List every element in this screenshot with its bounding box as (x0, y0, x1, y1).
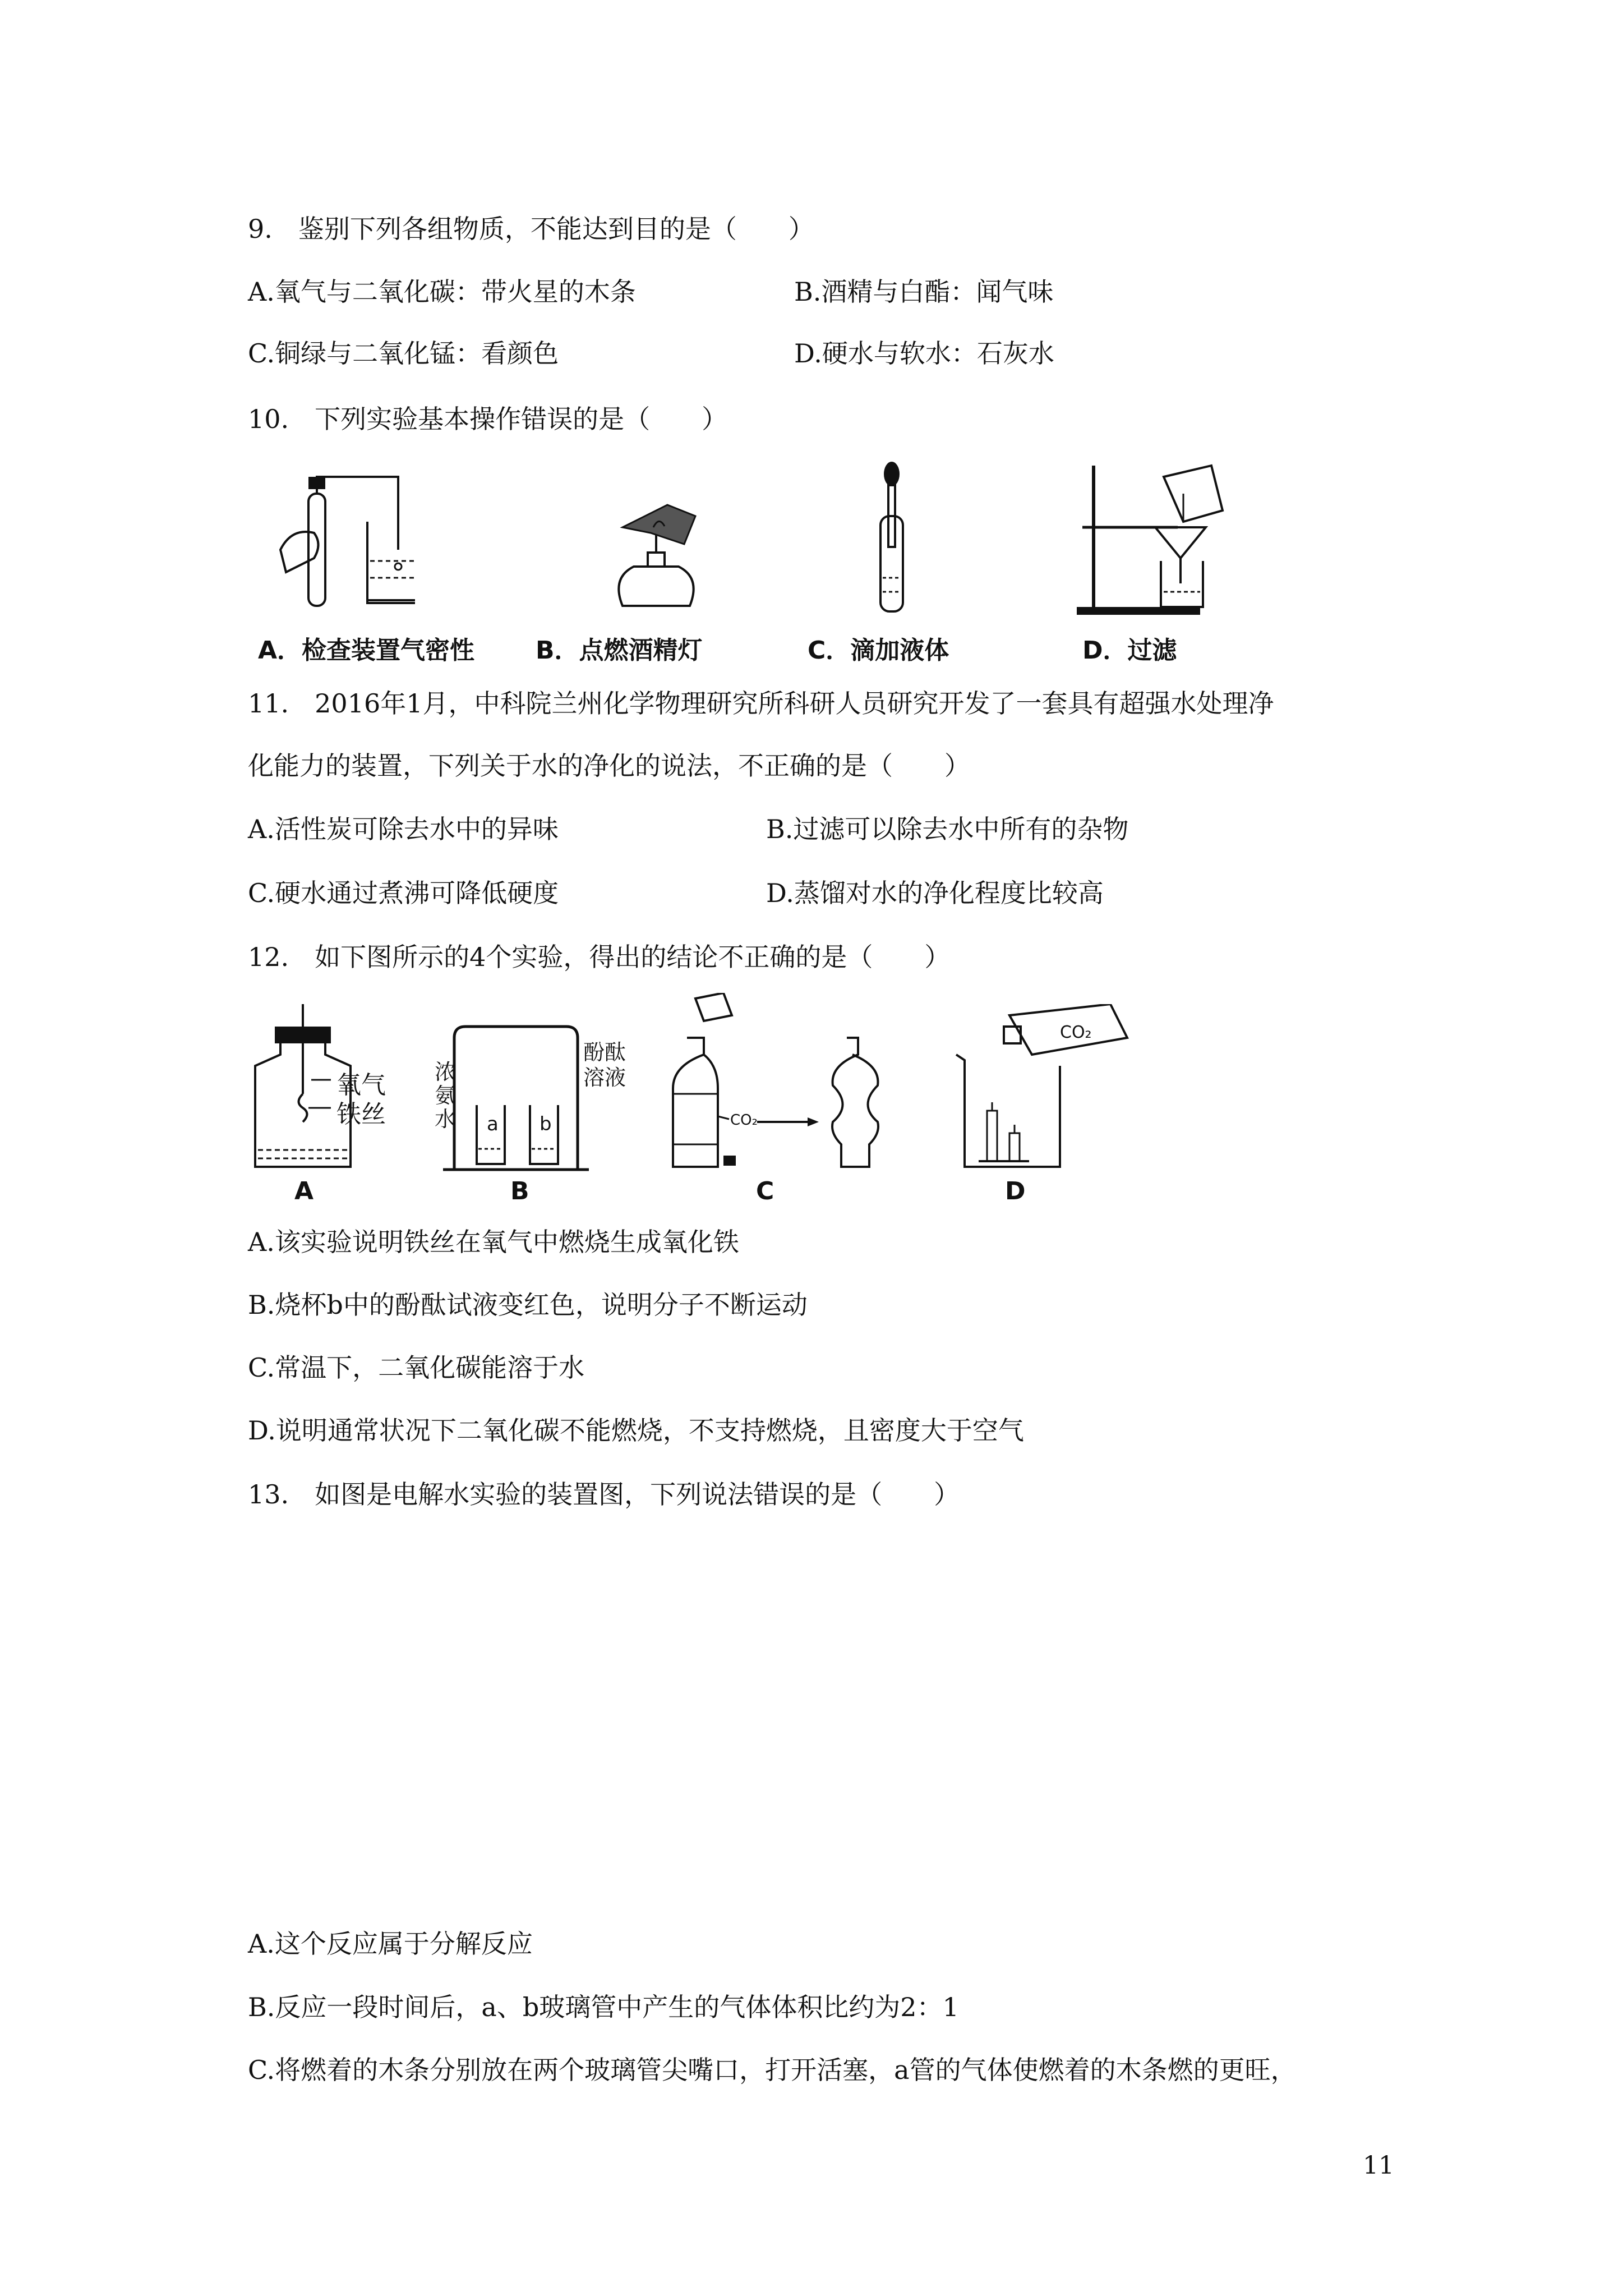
q12-stem: 12. 如下图所示的4个实验，得出的结论不正确的是（ ） (248, 942, 951, 972)
q12-a-label-iron-wire: 铁丝 (336, 1100, 386, 1129)
q9-option-a: A.氧气与二氧化碳：带火星的木条 (248, 277, 636, 307)
q10-figure-c-dropper (858, 460, 925, 617)
page-number: 11 (1363, 2151, 1394, 2180)
q11-stem-line2: 化能力的装置，下列关于水的净化的说法，不正确的是（ ） (248, 751, 970, 781)
q13-option-a: A.这个反应属于分解反应 (248, 1929, 533, 1959)
q11-option-d: D.蒸馏对水的净化程度比较高 (766, 878, 1104, 908)
q12-b-label-ammonia-2: 氨 (435, 1083, 457, 1108)
q12-fig-label-b: B (510, 1177, 529, 1205)
q12-b-beaker-a: a (487, 1113, 499, 1135)
q12-c-label-co2: CO₂ (730, 1112, 758, 1129)
q9-option-d: D.硬水与软水：石灰水 (794, 338, 1054, 369)
q13-stem: 13. 如图是电解水实验的装置图，下列说法错误的是（ ） (248, 1479, 960, 1510)
q13-option-c: C.将燃着的木条分别放在两个玻璃管尖嘴口，打开活塞，a管的气体使燃着的木条燃的更旺， (248, 2055, 1297, 2085)
q12-figure-d-candles (948, 1004, 1144, 1172)
q12-d-label-co2: CO₂ (1060, 1023, 1092, 1042)
q12-option-b: B.烧杯b中的酚酞试液变红色，说明分子不断运动 (248, 1290, 808, 1320)
q12-option-d: D.说明通常状况下二氧化碳不能燃烧，不支持燃烧，且密度大于空气 (248, 1415, 1024, 1446)
q12-option-a: A.该实验说明铁丝在氧气中燃烧生成氧化铁 (248, 1227, 739, 1257)
q10-figure-d-filtration (1071, 460, 1239, 617)
q9-option-b: B.酒精与白酯：闻气味 (794, 277, 1054, 307)
q12-b-label-ammonia-3: 水 (435, 1107, 457, 1131)
q12-fig-label-a: A (294, 1177, 314, 1205)
q10-figure-b-alcohol-lamp (600, 494, 712, 617)
q12-a-label-oxygen: 氧气 (336, 1071, 386, 1099)
q9-option-c: C.铜绿与二氧化锰：看颜色 (248, 338, 559, 369)
q10-caption-b: B．点燃酒精灯 (536, 636, 703, 665)
q11-option-b: B.过滤可以除去水中所有的杂物 (766, 814, 1129, 844)
q10-stem: 10. 下列实验基本操作错误的是（ ） (248, 404, 728, 434)
q12-fig-label-d: D (1005, 1177, 1026, 1205)
q10-caption-d: D．过滤 (1082, 636, 1177, 665)
q12-b-label-phenol-2: 溶液 (583, 1065, 626, 1090)
q12-fig-label-c: C (756, 1177, 774, 1205)
q12-b-beaker-b: b (540, 1113, 552, 1135)
q12-option-c: C.常温下，二氧化碳能溶于水 (248, 1352, 585, 1383)
q11-stem-line1: 11. 2016年1月，中科院兰州化学物理研究所科研人员研究开发了一套具有超强水处理净 (248, 688, 1274, 719)
q11-option-a: A.活性炭可除去水中的异味 (248, 814, 559, 844)
q10-figure-a-airtightness (269, 460, 415, 617)
q11-option-c: C.硬水通过煮沸可降低硬度 (248, 878, 559, 908)
q12-b-label-phenol-1: 酚酞 (583, 1040, 626, 1065)
q12-b-label-ammonia-1: 浓 (435, 1060, 457, 1084)
q10-caption-c: C．滴加液体 (808, 636, 949, 665)
q9-stem: 9. 鉴别下列各组物质，不能达到目的是（ ） (248, 214, 814, 244)
q13-option-b: B.反应一段时间后，a、b玻璃管中产生的气体体积比约为2：1 (248, 1992, 959, 2022)
q12-figure-c-bottle (662, 993, 897, 1178)
q12-figure-b-molecule-motion (443, 1021, 589, 1172)
q10-caption-a: A．检查装置气密性 (258, 636, 475, 665)
